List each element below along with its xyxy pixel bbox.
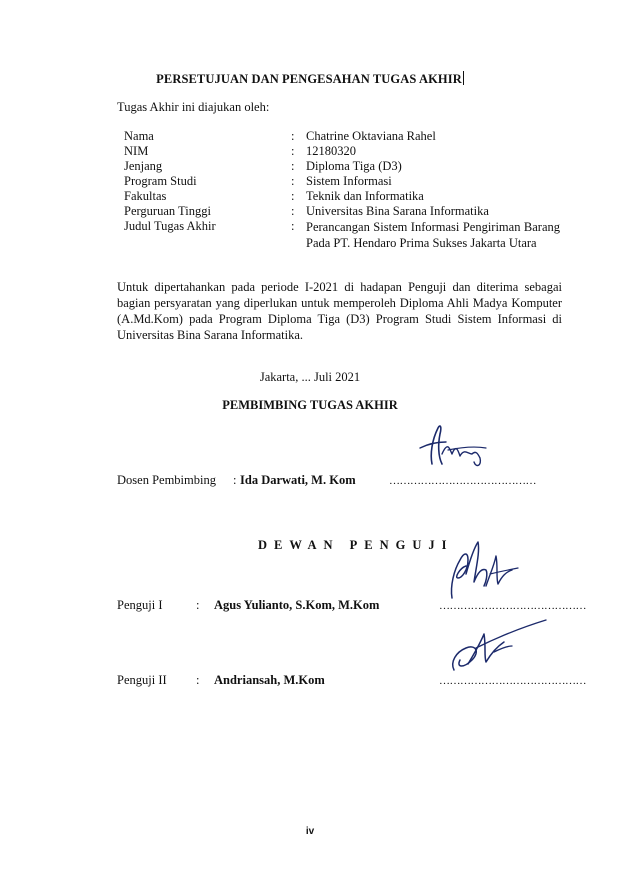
field-colon: : [291, 144, 295, 158]
field-colon: : [291, 204, 295, 218]
advisor-name: Ida Darwati, M. Kom [240, 473, 356, 487]
advisor-colon: : [233, 473, 237, 487]
page-number: iv [305, 826, 315, 837]
examiner-2-name: Andriansah, M.Kom [214, 673, 325, 687]
field-label-nama: Nama [124, 129, 154, 143]
field-value-judul: Perancangan Sistem Informasi Pengiriman Barang Pada PT. Hendaro Prima Sukses Jakarta Utara [306, 220, 560, 250]
field-colon: : [291, 129, 295, 143]
field-value-jenjang: Diploma Tiga (D3) [306, 159, 402, 173]
advisor-label: Dosen Pembimbing [117, 473, 216, 487]
examiner-2-signature-image [446, 618, 550, 678]
examiner-1-colon: : [196, 598, 200, 612]
field-colon: : [291, 189, 295, 203]
page-title: PERSETUJUAN DAN PENGESAHAN TUGAS AKHIR [156, 72, 462, 86]
field-colon: : [291, 219, 295, 233]
field-colon: : [291, 159, 295, 173]
advisor-signature-line: …………………………………… [389, 475, 536, 487]
field-label-nim: NIM [124, 144, 149, 158]
field-label-program-studi: Program Studi [124, 174, 197, 188]
field-value-nama: Chatrine Oktaviana Rahel [306, 129, 436, 143]
purpose-paragraph: Untuk dipertahankan pada periode I-2021 di hadapan Penguji dan diterima sebagai bagian persyaratan yang diperlukan untuk memperoleh Diploma Ahli Madya Komputer (A.Md.Kom) pada Program Diploma Tiga (D3) Program Studi Sistem Informasi di Universitas Bina Sarana Informatika. [117, 280, 562, 342]
examiner-1-name: Agus Yulianto, S.Kom, M.Kom [214, 598, 380, 612]
field-value-perguruan-tinggi: Universitas Bina Sarana Informatika [306, 204, 489, 218]
examiner-1-signature-line: …………………………………… [439, 600, 586, 612]
intro-text: Tugas Akhir ini diajukan oleh: [117, 100, 270, 114]
examiner-2-label: Penguji II [117, 673, 167, 687]
examiner-2-colon: : [196, 673, 200, 687]
advisor-section-title: PEMBIMBING TUGAS AKHIR [222, 398, 398, 412]
field-label-jenjang: Jenjang [124, 159, 163, 173]
field-value-program-studi: Sistem Informasi [306, 174, 392, 188]
field-value-nim: 12180320 [306, 144, 356, 158]
field-label-judul: Judul Tugas Akhir [124, 219, 216, 233]
examiner-1-signature-image [446, 538, 526, 604]
field-value-fakultas: Teknik dan Informatika [306, 189, 424, 203]
advisor-signature-image [418, 420, 498, 470]
examiner-2-signature-line: …………………………………… [439, 675, 586, 687]
field-colon: : [291, 174, 295, 188]
place-date: Jakarta, ... Juli 2021 [259, 370, 361, 384]
text-cursor [463, 71, 464, 85]
field-label-perguruan-tinggi: Perguruan Tinggi [124, 204, 211, 218]
field-label-fakultas: Fakultas [124, 189, 167, 203]
examiner-section-title: DEWAN PENGUJI [258, 538, 454, 552]
examiner-1-label: Penguji I [117, 598, 163, 612]
